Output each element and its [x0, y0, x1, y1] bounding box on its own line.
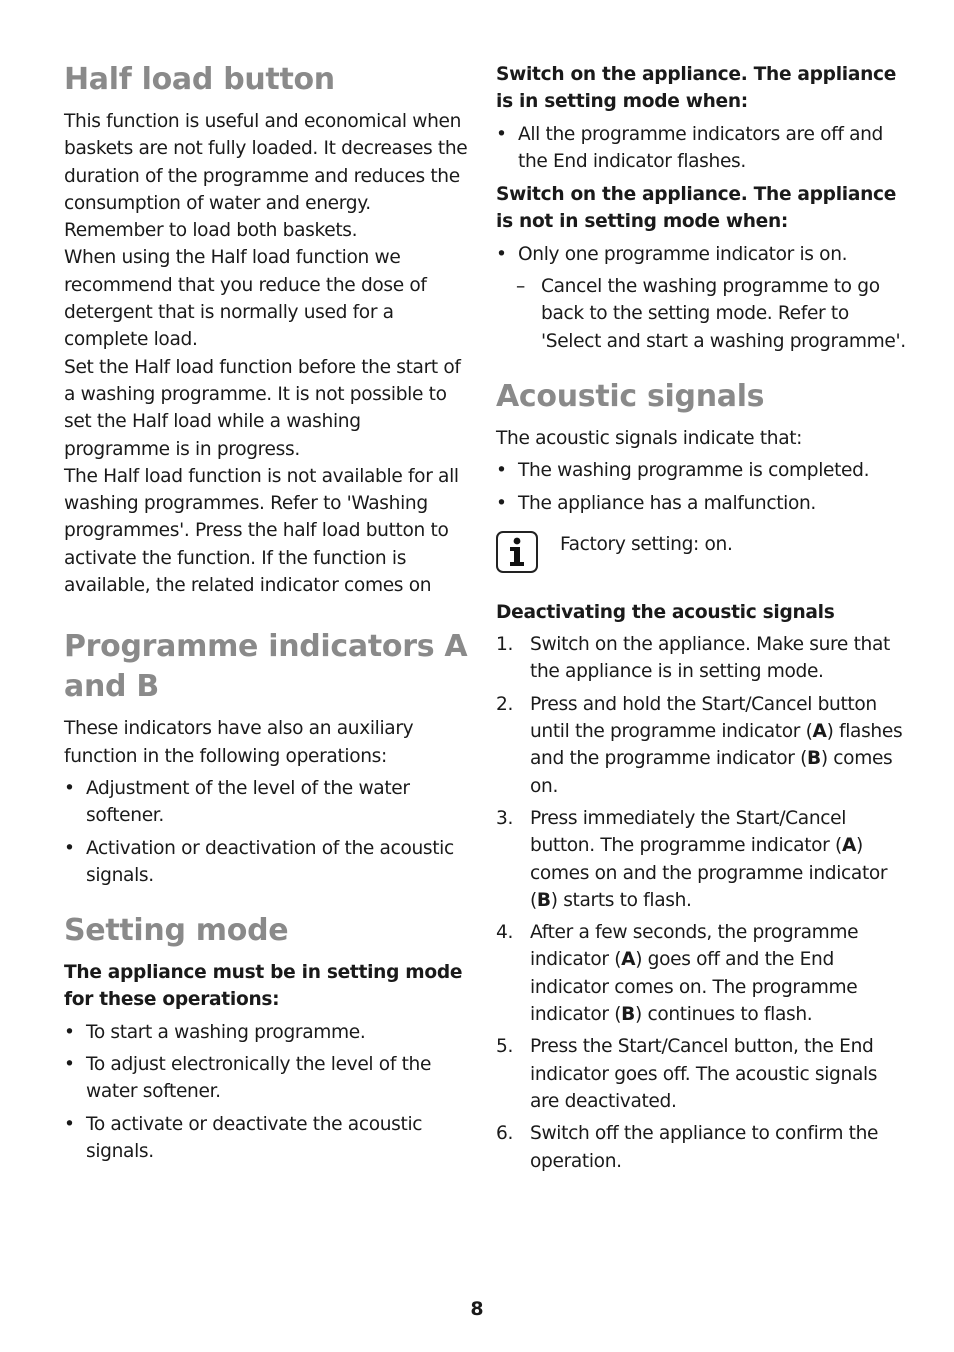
list-item: • To adjust electronically the level of the water softener. — [64, 1051, 469, 1106]
not-in-setting-mode-subheading: Switch on the appliance. The appliance is not in setting mode when: — [496, 184, 897, 233]
in-setting-mode-list — [496, 121, 908, 176]
step-item — [496, 805, 908, 914]
half-load-paragraph: The Half load function is not available for all washing programmes. Refer to 'Washing programmes'. Press the half load button to activate the function. If the function is available, the related indicator comes on — [64, 465, 459, 597]
programme-indicators-intro: These indicators have also an auxiliary function in the following operations: — [64, 718, 414, 767]
step-text: Switch off the appliance to confirm the operation. — [530, 1123, 879, 1172]
not-in-setting-mode-section — [496, 181, 908, 355]
deactivating-section — [496, 599, 908, 1175]
half-load-section — [64, 60, 469, 599]
list-item: • All the programme indicators are off and the End indicator flashes. — [496, 121, 908, 176]
acoustic-signals-section — [496, 377, 908, 573]
list-item: • To activate or deactivate the acoustic signals. — [64, 1111, 469, 1166]
list-item: • To start a washing programme. — [64, 1019, 469, 1046]
step-item — [496, 919, 908, 1028]
step-number: 4. — [496, 922, 514, 944]
list-item: – Cancel the washing programme to go back to the setting mode. Refer to 'Select and start a washing programme'. — [496, 273, 908, 355]
info-note — [496, 531, 908, 573]
setting-mode-list — [64, 1019, 469, 1165]
info-text: Factory setting: on. — [560, 533, 733, 555]
bullet-mark: • — [64, 837, 75, 859]
bullet-mark: • — [64, 1113, 75, 1135]
setting-mode-subheading: The appliance must be in setting mode for these operations: — [64, 962, 463, 1011]
step-item — [496, 631, 908, 686]
setting-mode-heading: Setting mode — [64, 913, 289, 949]
bullet-mark: • — [64, 777, 75, 799]
dash-mark: – — [516, 276, 525, 298]
step-number: 6. — [496, 1123, 514, 1145]
indicator-letter: A — [812, 721, 827, 743]
list-item: • Activation or deactivation of the acoustic signals. — [64, 835, 469, 890]
list-item: • The appliance has a malfunction. — [496, 490, 908, 517]
list-item: • Only one programme indicator is on. — [496, 241, 908, 268]
setting-mode-section — [64, 911, 469, 1165]
bullet-mark: • — [496, 243, 507, 265]
step-text: Switch on the appliance. Make sure that the appliance is in setting mode. — [530, 634, 890, 683]
programme-indicators-section — [64, 627, 469, 889]
in-setting-mode-section — [496, 61, 908, 175]
indicator-letter: B — [621, 1004, 635, 1026]
step-item — [496, 1033, 908, 1115]
step-text: Press and hold the Start/Cancel button until the programme indicator (A) flashes and the programme indicator (B) comes on. — [530, 693, 903, 797]
bullet-mark: • — [496, 123, 507, 145]
deactivating-subheading: Deactivating the acoustic signals — [496, 601, 835, 623]
step-number: 5. — [496, 1036, 514, 1058]
not-in-setting-mode-list — [496, 241, 908, 268]
info-icon — [496, 531, 538, 573]
right-column — [496, 61, 908, 1180]
deactivating-steps — [496, 631, 908, 1175]
list-item: • The washing programme is completed. — [496, 457, 908, 484]
acoustic-signals-intro: The acoustic signals indicate that: — [496, 427, 803, 449]
half-load-heading: Half load button — [64, 62, 335, 97]
bullet-mark: • — [496, 492, 507, 514]
indicator-letter: A — [841, 835, 856, 857]
step-text: After a few seconds, the programme indicator (A) goes off and the End indicator comes on. The programme indicator (B) continues to flash. — [530, 922, 859, 1026]
acoustic-signals-heading: Acoustic signals — [496, 378, 765, 414]
step-number: 1. — [496, 634, 514, 656]
bullet-mark: • — [64, 1021, 75, 1043]
indicator-letter: A — [621, 949, 636, 971]
left-column — [64, 60, 469, 1170]
bullet-mark: • — [496, 460, 507, 482]
acoustic-signals-list — [496, 457, 908, 517]
step-text: Press the Start/Cancel button, the End indicator goes off. The acoustic signals are deactivated. — [530, 1036, 878, 1112]
half-load-paragraph: Set the Half load function before the start of a washing programme. It is not possible to set the Half load while a washing programme is in progress. — [64, 356, 461, 460]
half-load-paragraph: When using the Half load function we recommend that you reduce the dose of detergent that is normally used for a complete load. — [64, 247, 427, 351]
step-number: 3. — [496, 807, 514, 829]
indicator-letter: B — [807, 748, 821, 770]
list-item: • Adjustment of the level of the water softener. — [64, 775, 469, 830]
step-text: Press immediately the Start/Cancel button. The programme indicator (A) comes on and the programme indicator (B) starts to flash. — [530, 807, 888, 911]
step-item — [496, 1120, 908, 1175]
indicator-letter: B — [536, 889, 551, 911]
in-setting-mode-subheading: Switch on the appliance. The appliance is in setting mode when: — [496, 64, 897, 113]
programme-indicators-heading: Programme indicators A and B — [64, 629, 468, 705]
half-load-paragraph: This function is useful and economical when baskets are not fully loaded. It decreases the duration of the programme and reduces the consumption of water and energy. — [64, 111, 468, 214]
step-number: 2. — [496, 693, 514, 715]
page-number: 8 — [470, 1298, 484, 1320]
not-in-setting-mode-dash-list — [496, 273, 908, 355]
half-load-paragraph: Remember to load both baskets. — [64, 220, 358, 242]
bullet-mark: • — [64, 1054, 75, 1076]
programme-indicators-list — [64, 775, 469, 889]
step-item — [496, 691, 908, 800]
